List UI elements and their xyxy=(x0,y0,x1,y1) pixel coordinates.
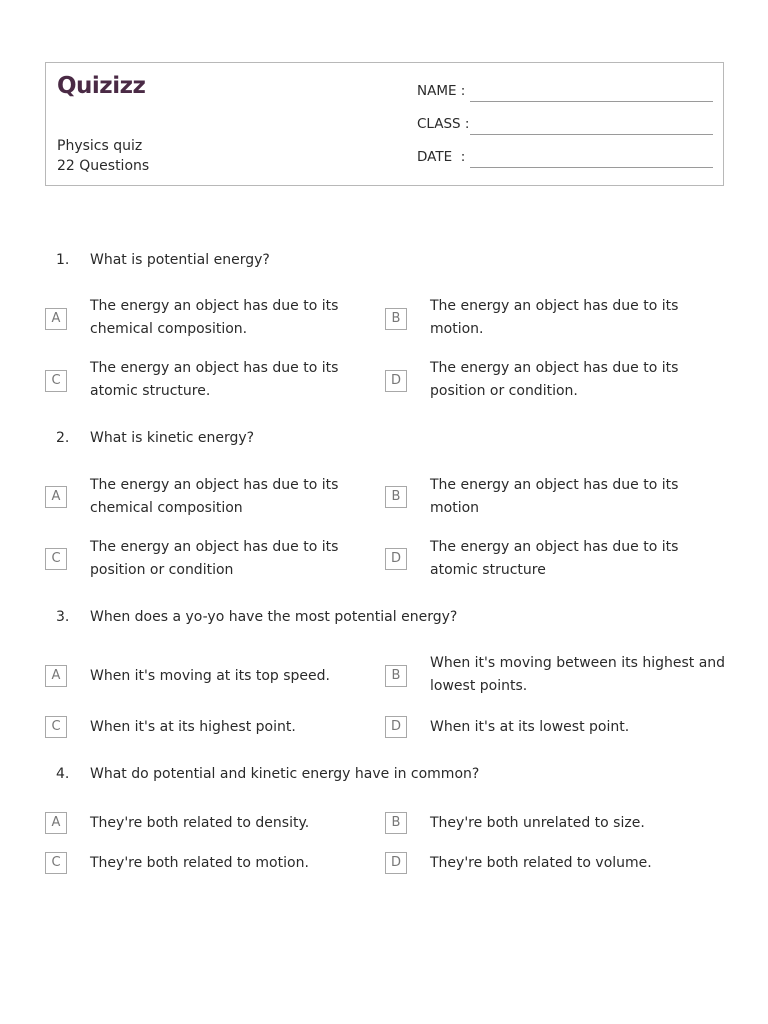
option-a-box[interactable]: A xyxy=(45,665,67,687)
class-line xyxy=(470,134,713,135)
option-c-box[interactable]: C xyxy=(45,716,67,738)
option-a-text: When it's moving at its top speed. xyxy=(90,668,330,684)
option-d-box[interactable]: D xyxy=(385,852,407,874)
option-b-box[interactable]: B xyxy=(385,308,407,330)
option-c-text: They're both related to motion. xyxy=(90,855,309,871)
quiz-title: Physics quiz xyxy=(57,138,143,154)
option-d-box[interactable]: D xyxy=(385,548,407,570)
question-text: What is potential energy? xyxy=(90,252,270,268)
option-a-box[interactable]: A xyxy=(45,812,67,834)
option-b-box[interactable]: B xyxy=(385,486,407,508)
option-c-box[interactable]: C xyxy=(45,370,67,392)
option-b-text: The energy an object has due to its motion. xyxy=(430,298,679,337)
question-number: 4. xyxy=(56,766,70,782)
name-line xyxy=(470,101,713,102)
option-b-box[interactable]: B xyxy=(385,665,407,687)
option-a-text: The energy an object has due to its chemical composition. xyxy=(90,298,339,337)
option-c-text: The energy an object has due to its position or condition xyxy=(90,539,339,578)
option-b-text: The energy an object has due to its motion xyxy=(430,477,679,516)
option-d-text: The energy an object has due to its position or condition. xyxy=(430,360,679,399)
question-text: What is kinetic energy? xyxy=(90,430,255,446)
option-b-text: They're both unrelated to size. xyxy=(430,815,645,831)
question-number: 1. xyxy=(56,252,70,268)
option-b-box[interactable]: B xyxy=(385,812,407,834)
option-c-text: When it's at its highest point. xyxy=(90,719,296,735)
class-label: CLASS : xyxy=(417,116,470,132)
question-text: What do potential and kinetic energy have in common? xyxy=(90,766,480,782)
option-c-text: The energy an object has due to its atomic structure. xyxy=(90,360,339,399)
option-d-text: When it's at its lowest point. xyxy=(430,719,630,735)
question-count: 22 Questions xyxy=(57,158,150,174)
option-c-box[interactable]: C xyxy=(45,548,67,570)
option-d-text: They're both related to volume. xyxy=(430,855,652,871)
question-number: 3. xyxy=(56,609,70,625)
option-a-box[interactable]: A xyxy=(45,486,67,508)
date-line xyxy=(470,167,713,168)
question-number: 2. xyxy=(56,430,70,446)
option-a-text: They're both related to density. xyxy=(90,815,310,831)
option-b-text: When it's moving between its highest and lowest points. xyxy=(430,655,726,694)
option-a-box[interactable]: A xyxy=(45,308,67,330)
option-c-box[interactable]: C xyxy=(45,852,67,874)
option-d-box[interactable]: D xyxy=(385,370,407,392)
quizizz-logo: Quizizz xyxy=(57,73,146,99)
option-d-box[interactable]: D xyxy=(385,716,407,738)
date-label: DATE : xyxy=(417,149,466,165)
option-a-text: The energy an object has due to its chemical composition xyxy=(90,477,339,516)
question-text: When does a yo-yo have the most potential energy? xyxy=(90,609,458,625)
name-label: NAME : xyxy=(417,83,466,99)
worksheet-header xyxy=(45,62,724,186)
option-d-text: The energy an object has due to its atomic structure xyxy=(430,539,679,578)
